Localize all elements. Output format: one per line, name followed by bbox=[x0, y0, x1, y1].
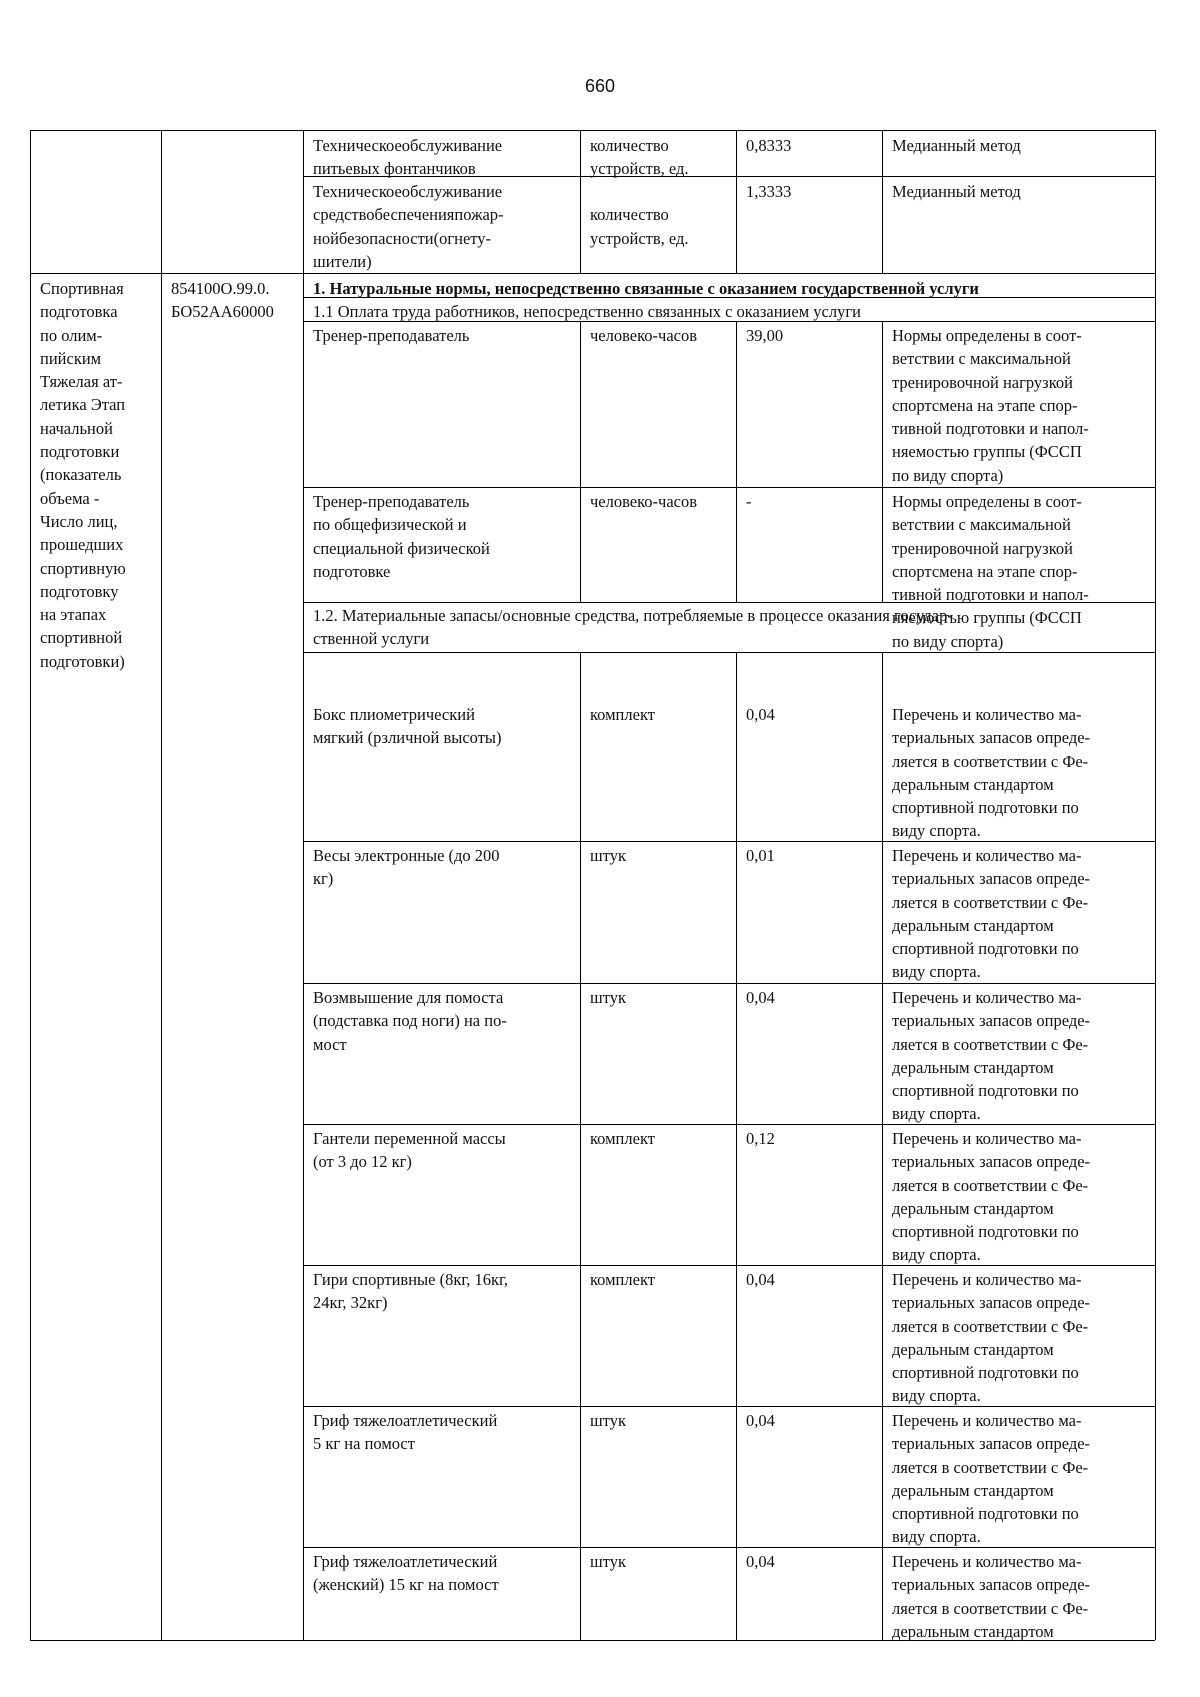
note-line: по виду спорта) bbox=[892, 465, 1004, 485]
subsection-heading-line: ственной услуги bbox=[313, 629, 430, 649]
col-divider-5 bbox=[882, 130, 883, 273]
col-divider-1 bbox=[161, 130, 162, 1640]
unit-line: комплект bbox=[590, 1270, 655, 1289]
item-name-line: подготовке bbox=[313, 561, 391, 581]
word: обслуживание bbox=[401, 136, 503, 155]
note-line: териальных запасов опреде- bbox=[892, 1575, 1091, 1595]
note-line: деральным стандартом bbox=[892, 1621, 1054, 1641]
col-divider-2 bbox=[303, 130, 304, 1640]
note-line: ляется в соответствии с Фе- bbox=[892, 1034, 1089, 1054]
value bbox=[746, 703, 872, 726]
col-divider-5 bbox=[882, 322, 883, 602]
unit-line: штук bbox=[590, 846, 626, 865]
item-name-line: Тренер-преподаватель bbox=[313, 492, 470, 511]
word: Техническое bbox=[313, 182, 402, 201]
item-name bbox=[313, 1268, 570, 1315]
note-line: тивной подготовки и напол- bbox=[892, 419, 1089, 439]
note-line: тренировочной нагрузкой bbox=[892, 372, 1073, 392]
service-name-line: (показатель bbox=[40, 465, 122, 485]
note-line: спортивной подготовки по bbox=[892, 939, 1079, 959]
value-line: 0,04 bbox=[746, 705, 775, 724]
method bbox=[892, 134, 1145, 157]
unit-line: количество bbox=[590, 136, 669, 155]
item-name-line: мост bbox=[313, 1034, 347, 1054]
unit bbox=[590, 1409, 726, 1432]
note bbox=[892, 844, 1145, 984]
unit-line: штук bbox=[590, 1411, 626, 1430]
unit bbox=[590, 703, 726, 726]
service-name bbox=[40, 277, 151, 673]
service-name-line: по олим- bbox=[40, 325, 103, 345]
service-name-line: подготовку bbox=[40, 581, 119, 601]
word: ной bbox=[313, 228, 339, 248]
unit-line: устройств, ед. bbox=[590, 159, 689, 179]
value-line: 0,8333 bbox=[746, 136, 792, 155]
note-line: териальных запасов опреде- bbox=[892, 1434, 1091, 1454]
unit bbox=[590, 1550, 726, 1573]
unit bbox=[590, 1268, 726, 1291]
note-line: ляется в соответствии с Фе- bbox=[892, 892, 1089, 912]
note-line: спортивной подготовки по bbox=[892, 1081, 1079, 1101]
unit bbox=[590, 844, 726, 867]
row-line bbox=[303, 487, 1155, 488]
note-line: Перечень и количество ма- bbox=[892, 846, 1082, 865]
value bbox=[746, 1268, 872, 1291]
note-line: Перечень и количество ма- bbox=[892, 1411, 1082, 1430]
service-name-line: Тяжелая ат- bbox=[40, 372, 123, 392]
unit bbox=[590, 986, 726, 1009]
note-line: ляется в соответствии с Фе- bbox=[892, 751, 1089, 771]
item-name-line: специальной физической bbox=[313, 538, 490, 558]
col-divider-3 bbox=[580, 652, 581, 1640]
item-name-line: Возмвышение для помоста bbox=[313, 988, 504, 1007]
subsection-heading-line: 1.1 Оплата труда работников, непосредственно связанных с оказанием услуги bbox=[313, 302, 861, 321]
note-line: Нормы определены в соот- bbox=[892, 492, 1082, 511]
method-line: Медианный метод bbox=[892, 182, 1021, 201]
service-code-line: БО52АА60000 bbox=[171, 302, 274, 322]
service-name-line: прошедших bbox=[40, 535, 124, 555]
item-name-line: Тренер-преподаватель bbox=[313, 326, 470, 345]
note bbox=[892, 1409, 1145, 1549]
note bbox=[892, 1127, 1145, 1267]
value-line: 0,12 bbox=[746, 1129, 775, 1148]
note-line: ляется в соответствии с Фе- bbox=[892, 1316, 1089, 1336]
item-name bbox=[313, 986, 570, 1056]
value-line: - bbox=[746, 492, 752, 511]
item-name-line bbox=[313, 180, 570, 203]
note-line: ветствии с максимальной bbox=[892, 349, 1071, 369]
service-name-line: летика Этап bbox=[40, 395, 126, 415]
item-name bbox=[313, 703, 570, 750]
col-divider-3 bbox=[580, 322, 581, 602]
word: обслуживание bbox=[401, 182, 503, 201]
item-name-line bbox=[313, 227, 570, 250]
value-line: 0,04 bbox=[746, 988, 775, 1007]
unit-line: штук bbox=[590, 988, 626, 1007]
col-divider-4 bbox=[736, 652, 737, 1640]
value bbox=[746, 844, 872, 867]
item-name-line bbox=[313, 134, 570, 157]
note bbox=[892, 1268, 1145, 1408]
unit bbox=[590, 324, 726, 347]
note-line: деральным стандартом bbox=[892, 1480, 1054, 1500]
item-name bbox=[313, 1409, 570, 1456]
note-line: Перечень и количество ма- bbox=[892, 705, 1082, 724]
col-divider-3 bbox=[580, 130, 581, 273]
service-name-line: Число лиц, bbox=[40, 511, 118, 531]
item-name bbox=[313, 134, 570, 181]
note-line: Перечень и количество ма- bbox=[892, 1129, 1082, 1148]
service-code bbox=[171, 277, 297, 324]
value bbox=[746, 490, 872, 513]
method-line: Медианный метод bbox=[892, 136, 1021, 155]
item-name-line: питьевых фонтанчиков bbox=[313, 159, 476, 179]
unit-line: устройств, ед. bbox=[590, 228, 689, 248]
unit-line: человеко-часов bbox=[590, 326, 698, 345]
subsection-heading bbox=[313, 604, 1145, 651]
note-line: териальных запасов опреде- bbox=[892, 869, 1091, 889]
service-code-line: 854100О.99.0. bbox=[171, 279, 270, 298]
unit bbox=[590, 203, 726, 250]
note-line: няемостью группы (ФССП bbox=[892, 608, 1082, 628]
value-line: 0,04 bbox=[746, 1270, 775, 1289]
item-name-line: Гири спортивные (8кг, 16кг, bbox=[313, 1270, 509, 1289]
service-name-line: подготовка bbox=[40, 302, 118, 322]
note-line: деральным стандартом bbox=[892, 1057, 1054, 1077]
section-heading bbox=[313, 277, 1145, 300]
note-line: спортсмена на этапе спор- bbox=[892, 561, 1078, 581]
table-border-top bbox=[30, 130, 1155, 131]
note-line: виду спорта. bbox=[892, 821, 981, 841]
item-name-line: шители) bbox=[313, 251, 372, 271]
note-line: деральным стандартом bbox=[892, 1339, 1054, 1359]
item-name bbox=[313, 1550, 570, 1597]
note-line: ветствии с максимальной bbox=[892, 515, 1071, 535]
note-line: няемостью группы (ФССП bbox=[892, 442, 1082, 462]
unit-line: комплект bbox=[590, 1129, 655, 1148]
note-line: ляется в соответствии с Фе- bbox=[892, 1175, 1089, 1195]
value-line: 0,01 bbox=[746, 846, 775, 865]
unit-line: комплект bbox=[590, 705, 655, 724]
col-divider-5 bbox=[882, 652, 883, 1640]
item-name-line: 5 кг на помост bbox=[313, 1434, 415, 1454]
method bbox=[892, 180, 1145, 203]
row-line bbox=[30, 273, 1155, 274]
item-name-line: кг) bbox=[313, 869, 334, 889]
word: (огнету- bbox=[433, 228, 492, 248]
note-line: ляется в соответствии с Фе- bbox=[892, 1598, 1089, 1618]
item-name bbox=[313, 1127, 570, 1174]
note-line: спортсмена на этапе спор- bbox=[892, 395, 1078, 415]
value bbox=[746, 134, 872, 157]
note-line: спортивной подготовки по bbox=[892, 1504, 1079, 1524]
note-line: териальных запасов опреде- bbox=[892, 1011, 1091, 1031]
item-name-line: (подставка под ноги) на по- bbox=[313, 1011, 507, 1031]
note bbox=[892, 703, 1145, 843]
item-name-line bbox=[313, 203, 570, 226]
unit-line: человеко-часов bbox=[590, 492, 698, 511]
note-line: спортивной подготовки по bbox=[892, 798, 1079, 818]
item-name-line: мягкий (рзличной высоты) bbox=[313, 728, 502, 748]
unit bbox=[590, 134, 726, 181]
service-name-line: Спортивная bbox=[40, 279, 124, 298]
word: Техническое bbox=[313, 136, 402, 155]
note-line: Перечень и количество ма- bbox=[892, 1270, 1082, 1289]
service-name-line: спортивную bbox=[40, 558, 126, 578]
item-name-line: Гриф тяжелоатлетический bbox=[313, 1552, 498, 1571]
note-line: виду спорта. bbox=[892, 962, 981, 982]
value-line: 0,04 bbox=[746, 1552, 775, 1571]
note bbox=[892, 986, 1145, 1126]
item-name-line: Бокс плиометрический bbox=[313, 705, 475, 724]
item-name-line: (от 3 до 12 кг) bbox=[313, 1152, 412, 1172]
subsection-heading bbox=[313, 300, 1145, 323]
service-name-line: начальной bbox=[40, 418, 113, 438]
item-name bbox=[313, 324, 570, 347]
note-line: териальных запасов опреде- bbox=[892, 1152, 1091, 1172]
note-line: виду спорта. bbox=[892, 1245, 981, 1265]
note-line: виду спорта. bbox=[892, 1386, 981, 1406]
note-line: виду спорта. bbox=[892, 1104, 981, 1124]
word: безопасности bbox=[338, 228, 434, 248]
subsection-heading-line: 1.2. Материальные запасы/основные средства, потребляемые в процессе оказания государ- bbox=[313, 606, 953, 625]
note-line: деральным стандартом bbox=[892, 915, 1054, 935]
note-line: тивной подготовки и напол- bbox=[892, 585, 1089, 605]
word: средств bbox=[313, 205, 367, 225]
value bbox=[746, 180, 872, 203]
service-name-line: подготовки bbox=[40, 442, 120, 462]
item-name-line: (женский) 15 кг на помост bbox=[313, 1575, 499, 1595]
item-name-line: по общефизической и bbox=[313, 515, 467, 535]
value bbox=[746, 324, 872, 347]
note-line: деральным стандартом bbox=[892, 774, 1054, 794]
note bbox=[892, 1550, 1145, 1643]
note-line: деральным стандартом bbox=[892, 1198, 1054, 1218]
value bbox=[746, 1127, 872, 1150]
service-name-line: объема - bbox=[40, 488, 100, 508]
item-name bbox=[313, 490, 570, 583]
item-name bbox=[313, 844, 570, 891]
note-line: ляется в соответствии с Фе- bbox=[892, 1457, 1089, 1477]
value-line: 1,3333 bbox=[746, 182, 792, 201]
word: пожар- bbox=[454, 205, 504, 225]
value bbox=[746, 1550, 872, 1573]
col-divider-4 bbox=[736, 322, 737, 602]
unit-line: штук bbox=[590, 1552, 626, 1571]
item-name-line: Весы электронные (до 200 bbox=[313, 846, 500, 865]
note-line: Перечень и количество ма- bbox=[892, 988, 1082, 1007]
unit bbox=[590, 1127, 726, 1150]
note-line: Нормы определены в соот- bbox=[892, 326, 1082, 345]
note-line: Перечень и количество ма- bbox=[892, 1552, 1082, 1571]
note-line: териальных запасов опреде- bbox=[892, 1293, 1091, 1313]
note-line: тренировочной нагрузкой bbox=[892, 538, 1073, 558]
unit bbox=[590, 490, 726, 513]
table-border-right bbox=[1155, 130, 1156, 1640]
unit-line: количество bbox=[590, 205, 669, 225]
item-name-line: Гантели переменной массы bbox=[313, 1129, 506, 1148]
note-line: териальных запасов опреде- bbox=[892, 728, 1091, 748]
value-line: 39,00 bbox=[746, 326, 784, 345]
page-number: 660 bbox=[584, 76, 616, 96]
item-name bbox=[313, 180, 570, 273]
value-line: 0,04 bbox=[746, 1411, 775, 1430]
item-name-line: 24кг, 32кг) bbox=[313, 1293, 388, 1313]
service-name-line: на этапах bbox=[40, 605, 107, 625]
value bbox=[746, 986, 872, 1009]
service-name-line: спортивной bbox=[40, 628, 123, 648]
value bbox=[746, 1409, 872, 1432]
note-line: по виду спорта) bbox=[892, 631, 1004, 651]
note-line: спортивной подготовки по bbox=[892, 1363, 1079, 1383]
note bbox=[892, 324, 1145, 487]
service-name-line: подготовки) bbox=[40, 651, 125, 671]
item-name-line: Гриф тяжелоатлетический bbox=[313, 1411, 498, 1430]
note-line: виду спорта. bbox=[892, 1527, 981, 1547]
table-border-left bbox=[30, 130, 31, 1640]
service-name-line: пийским bbox=[40, 348, 102, 368]
col-divider-4 bbox=[736, 130, 737, 273]
section-heading-line: 1. Натуральные нормы, непосредственно связанные с оказанием государственной услуги bbox=[313, 279, 979, 298]
word: обеспечения bbox=[366, 205, 455, 225]
note-line: спортивной подготовки по bbox=[892, 1222, 1079, 1242]
